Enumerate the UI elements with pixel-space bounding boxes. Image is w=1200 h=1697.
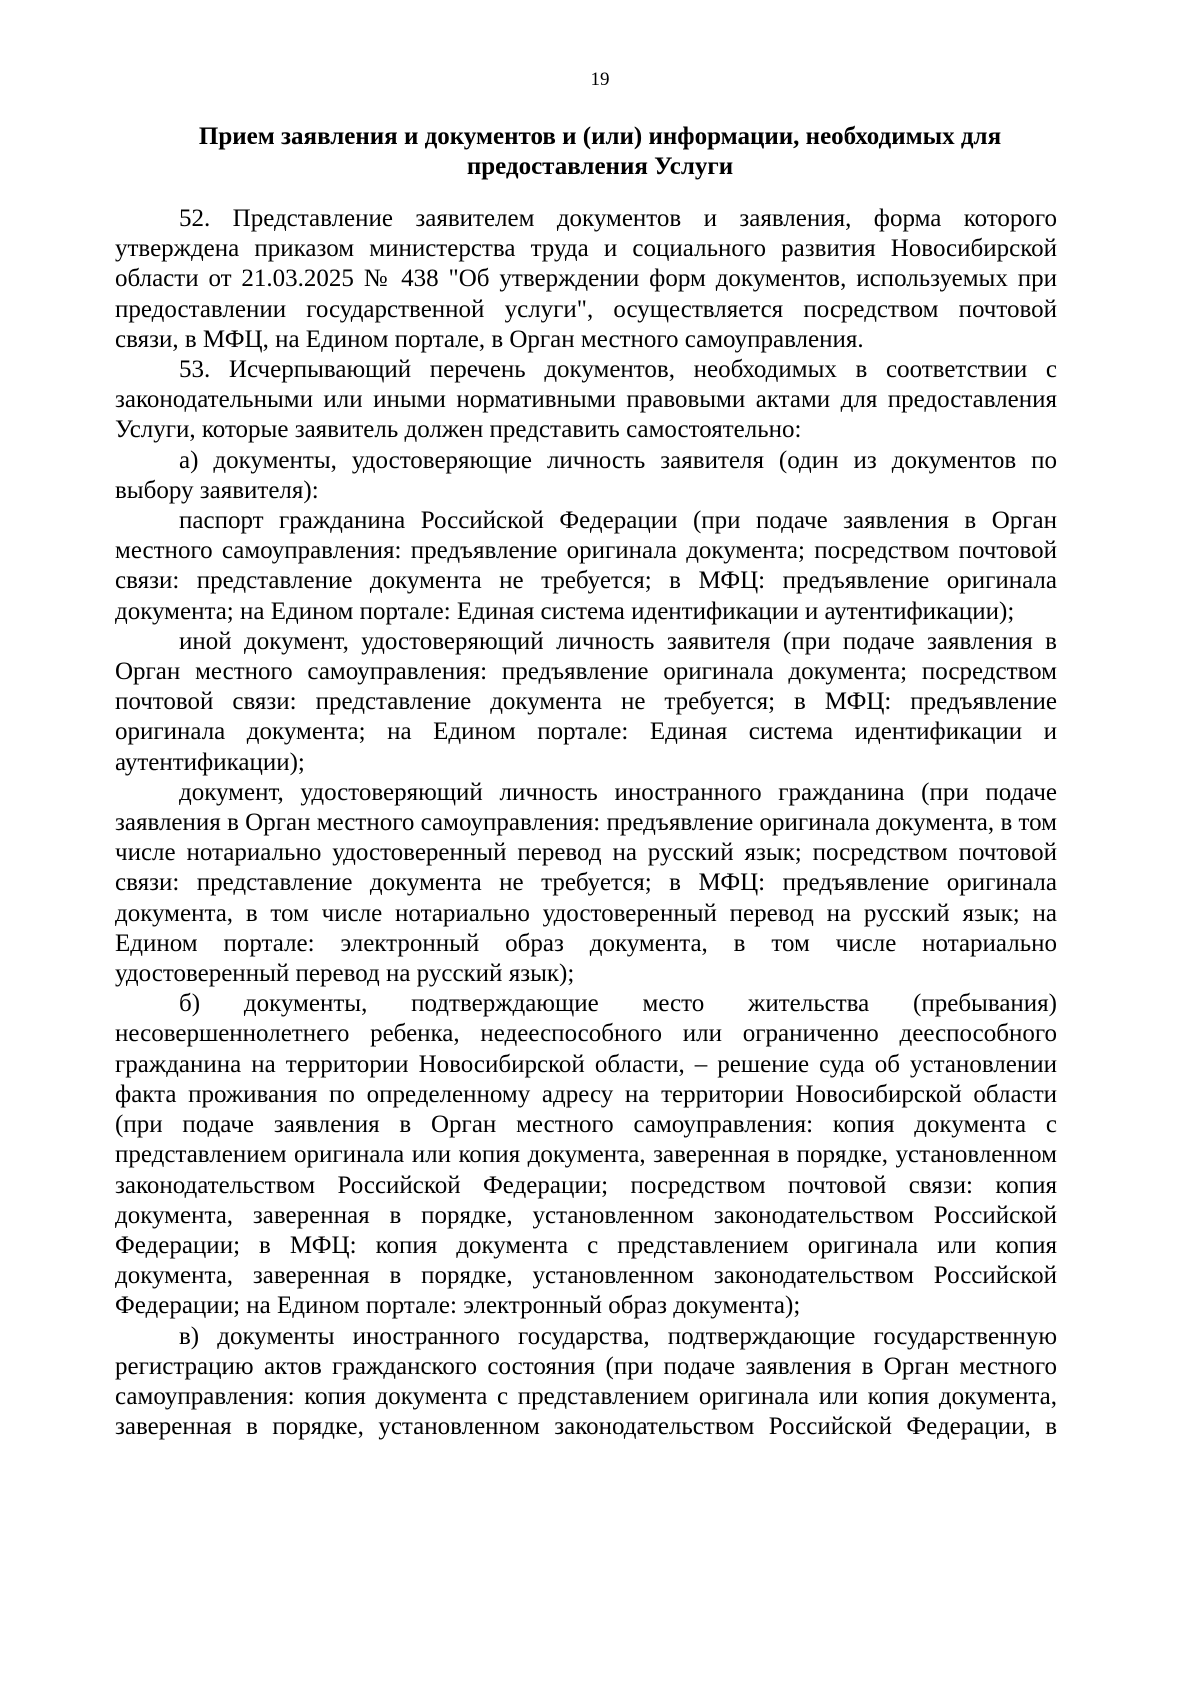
list-item-foreign-id: документ, удостоверяющий личность иностранного гражданина (при подаче заявления в Орган местного самоуправления: предъявление оригинала документа, в том числе нотариально удостоверенный перевод на русский язык; посредством почтовой связи: представление документа не требуется; в МФЦ: предъявление оригинала документа, в том числе нотариально удостоверенный перевод на русский язык; на Едином портале: электронный образ документа, в том числе нотариально удостоверенный перевод на русский язык); [115, 778, 1057, 988]
list-item-b: б) документы, подтверждающие место жительства (пребывания) несовершеннолетнего ребенка, недееспособного или ограниченно дееспособного гражданина на территории Новосибирской области, – решение суда об установлении факта проживания по определенному адресу на территории Новосибирской области (при подаче заявления в Орган местного самоуправления: копия документа с представлением оригинала или копия документа, заверенная в порядке, установленном законодательством Российской Федерации; посредством почтовой связи: копия документа, заверенная в порядке, установленном законодательством Российской Федерации; в МФЦ: копия документа с представлением оригинала или копия документа, заверенная в порядке, установленном законодательством Российской Федерации; на Едином портале: электронный образ документа); [115, 990, 1057, 1320]
list-item-a: а) документы, удостоверяющие личность заявителя (один из документов по выбору заявителя): [115, 446, 1057, 504]
list-item-other-id: иной документ, удостоверяющий личность заявителя (при подаче заявления в Орган местного самоуправления: предъявление оригинала документа; посредством почтовой связи: представление документа не требуется; в МФЦ: предъявление оригинала документа; на Едином портале: Единая система идентификации и аутентификации); [115, 627, 1057, 776]
list-item-v: в) документы иностранного государства, подтверждающие государственную регистрацию актов гражданского состояния (при подаче заявления в Орган местного самоуправления: копия документа с представлением оригинала или копия документа, заверенная в порядке, установленном законодательством Российской Федерации, в [115, 1322, 1057, 1441]
list-item-passport: паспорт гражданина Российской Федерации (при подаче заявления в Орган местного самоуправления: предъявление оригинала документа; посредством почтовой связи: представление документа не требуется; в МФЦ: предъявление оригинала документа; на Едином портале: Единая система идентификации и аутентификации); [115, 507, 1057, 625]
document-body [115, 204, 1057, 1442]
paragraph-52: 52. Представление заявителем документов и заявления, форма которого утверждена приказом министерства труда и социального развития Новосибирской области от 21.03.2025 № 438 "Об утверждении форм документов, используемых при предоставлении государственной услуги", осуществляется посредством почтовой связи, в МФЦ, на Едином портале, в Орган местного самоуправления. [115, 205, 1057, 353]
paragraph-53: 53. Исчерпывающий перечень документов, необходимых в соответствии с законодательными или иными нормативными правовыми актами для предоставления Услуги, которые заявитель должен представить самостоятельно: [115, 356, 1057, 444]
section-heading: Прием заявления и документов и (или) информации, необходимых для предоставления Услуги [198, 123, 1002, 180]
page-number: 19 [590, 69, 610, 90]
